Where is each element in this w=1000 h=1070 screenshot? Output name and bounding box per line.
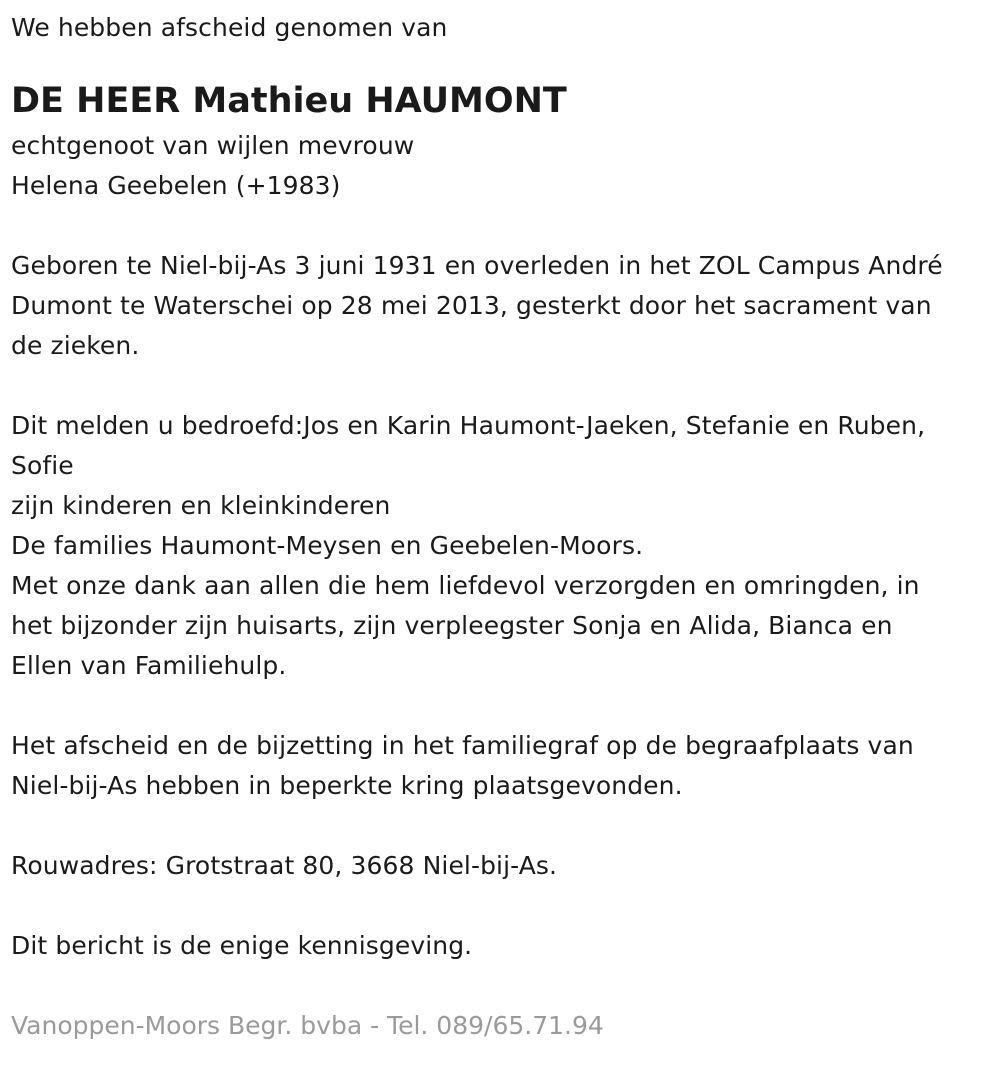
funeral-line-2: Niel-bij-As hebben in beperkte kring plaatsgevonden.	[11, 771, 683, 800]
deceased-name: DE HEER Mathieu HAUMONT	[11, 81, 567, 121]
family-line-1: Dit melden u bedroefd:Jos en Karin Haumont-Jaeken, Stefanie en Ruben,	[11, 411, 926, 440]
birth-death-line-2: Dumont te Waterschei op 28 mei 2013, gesterkt door het sacrament van	[11, 291, 932, 320]
spacer	[11, 686, 990, 726]
family-line-4: De families Haumont-Meysen en Geebelen-Moors.	[11, 531, 644, 560]
family-line-7: Ellen van Familiehulp.	[11, 651, 287, 680]
funeral-home-footer: Vanoppen-Moors Begr. bvba - Tel. 089/65.71.94	[11, 1011, 604, 1040]
funeral-line-1: Het afscheid en de bijzetting in het familiegraf op de begraafplaats van	[11, 731, 914, 760]
spacer	[11, 206, 990, 246]
mourning-address: Rouwadres: Grotstraat 80, 3668 Niel-bij-As.	[11, 851, 558, 880]
spouse-line-2: Helena Geebelen (+1983)	[11, 171, 341, 200]
birth-death-line-1: Geboren te Niel-bij-As 3 juni 1931 en overleden in het ZOL Campus André	[11, 251, 943, 280]
spacer	[11, 806, 990, 846]
spouse-line-1: echtgenoot van wijlen mevrouw	[11, 131, 415, 160]
spacer	[11, 366, 990, 406]
family-line-6: het bijzonder zijn huisarts, zijn verpleegster Sonja en Alida, Bianca en	[11, 611, 893, 640]
spacer	[11, 886, 990, 926]
family-line-2: Sofie	[11, 451, 74, 480]
birth-death-line-3: de zieken.	[11, 331, 140, 360]
family-line-3: zijn kinderen en kleinkinderen	[11, 491, 391, 520]
intro-text: We hebben afscheid genomen van	[11, 13, 448, 42]
family-line-5: Met onze dank aan allen die hem liefdevol verzorgden en omringden, in	[11, 571, 920, 600]
spacer	[11, 966, 990, 1006]
closing-note: Dit bericht is de enige kennisgeving.	[11, 931, 473, 960]
